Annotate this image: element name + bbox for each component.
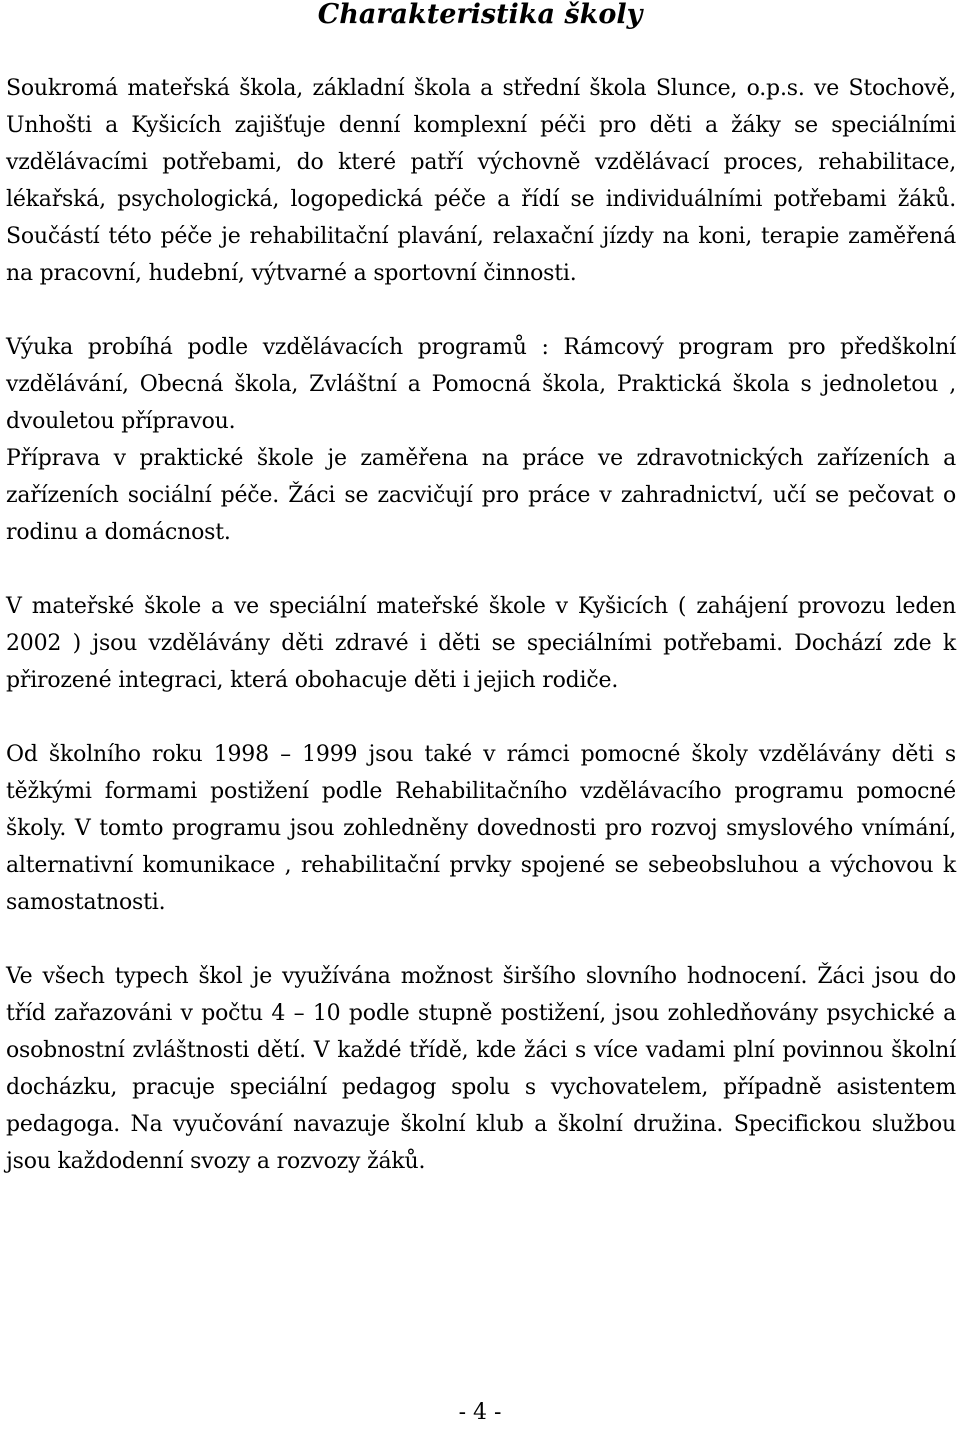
- paragraph-kindergarten: V mateřské škole a ve speciální mateřské škole v Kyšicích ( zahájení provozu leden 2002 ) jsou vzdělávány děti zdravé i děti se speciálními potřebami. Dochází zde k přirozené integraci, která obohacuje děti i jejich rodiče.: [6, 594, 956, 693]
- page-title: Charakteristika školy: [317, 0, 643, 30]
- page-number: - 4 -: [458, 1400, 502, 1425]
- paragraph-school-overview: Soukromá mateřská škola, základní škola a střední škola Slunce, o.p.s. ve Stochově, Unhošti a Kyšicích zajišťuje denní komplexní péči pro děti a žáky se speciálními vzdělávacími potřebami, do které patří výchovně vzdělávací proces, rehabilitace, lékařská, psychologická, logopedická péče a řídí se individuálními potřebami žáků. Součástí této péče je rehabilitační plavání, relaxační jízdy na koni, terapie zaměřená na pracovní, hudební, výtvarné a sportovní činnosti.: [6, 76, 956, 286]
- document-body: [6, 70, 956, 1180]
- paragraph-education-programs: Výuka probíhá podle vzdělávacích programů : Rámcový program pro předškolní vzdělávání, Obecná škola, Zvláštní a Pomocná škola, Praktická škola s jednoletou , dvouletou přípravou.: [6, 335, 956, 434]
- paragraph-practical-school: Příprava v praktické škole je zaměřena na práce ve zdravotnických zařízeních a zařízeních sociální péče. Žáci se zacvičují pro práce v zahradnictví, učí se pečovat o rodinu a domácnost.: [6, 446, 956, 545]
- paragraph-rehabilitation-program: Od školního roku 1998 – 1999 jsou také v rámci pomocné školy vzdělávány děti s těžkými formami postižení podle Rehabilitačního vzdělávacího programu pomocné školy. V tomto programu jsou zohledněny dovednosti pro rozvoj smyslového vnímání, alternativní komunikace , rehabilitační prvky spojené se sebeobsluhou a výchovou k samostatnosti.: [6, 742, 956, 915]
- paragraph-evaluation-and-classes: Ve všech typech škol je využívána možnost širšího slovního hodnocení. Žáci jsou do tříd zařazováni v počtu 4 – 10 podle stupně postižení, jsou zohledňovány psychické a osobnostní zvláštnosti dětí. V každé třídě, kde žáci s více vadami plní povinnou školní docházku, pracuje speciální pedagog spolu s vychovatelem, případně asistentem pedagoga. Na vyučování navazuje školní klub a školní družina. Specifickou službou jsou každodenní svozy a rozvozy žáků.: [6, 964, 956, 1174]
